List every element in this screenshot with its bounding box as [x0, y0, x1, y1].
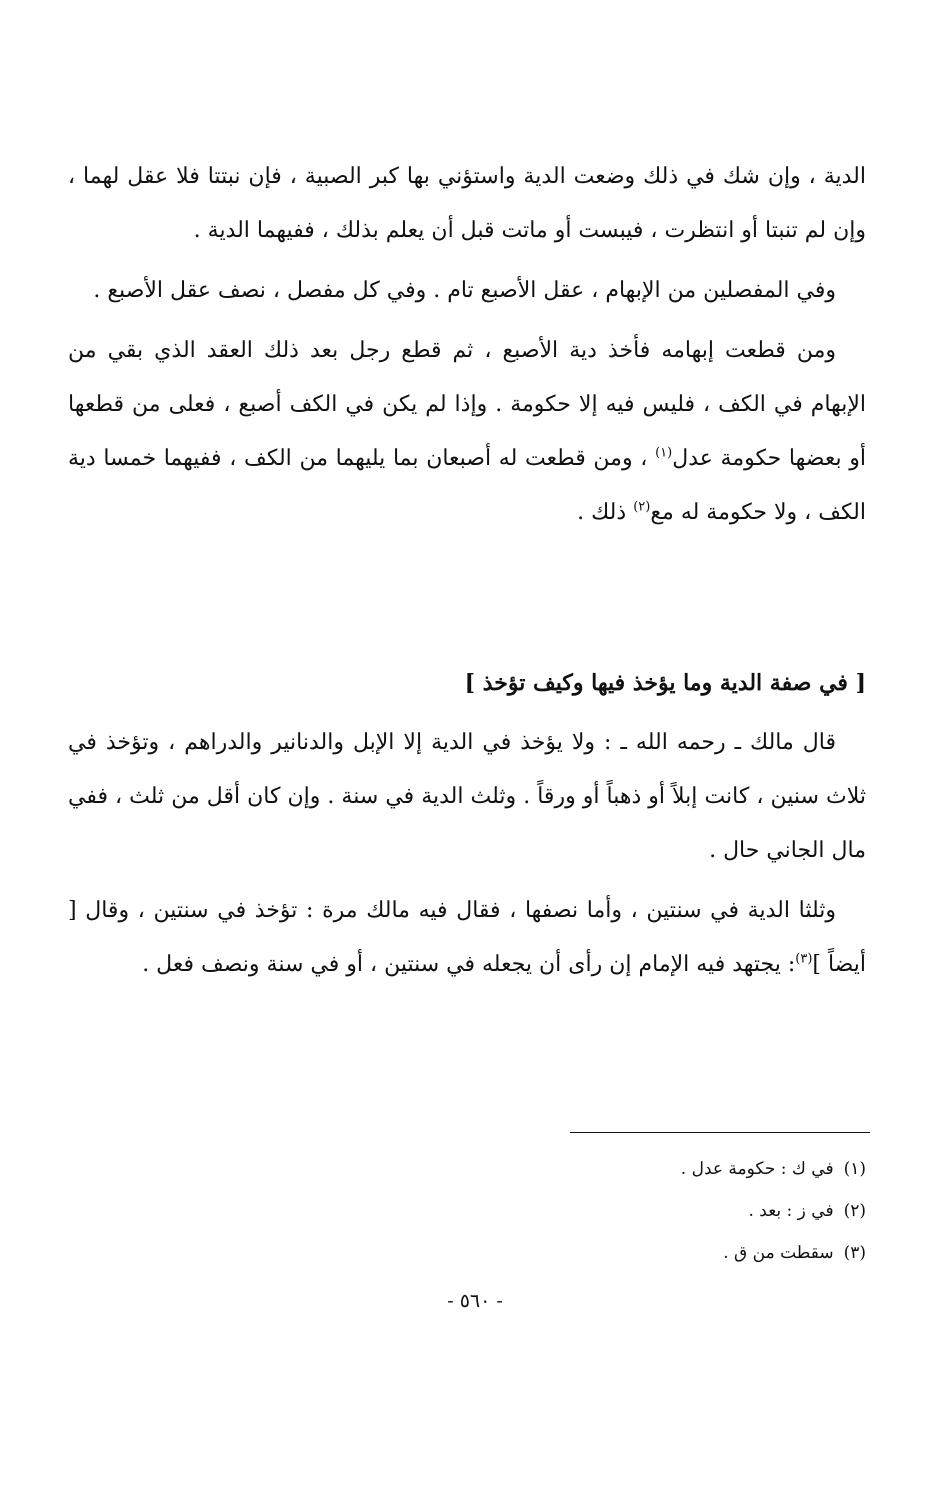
footnote-3-number: (٣)	[843, 1243, 866, 1263]
paragraph-5-part-b: : يجتهد فيه الإمام إن رأى أن يجعله في سنتين ، أو في سنة ونصف فعل .	[142, 952, 796, 977]
paragraph-1: الدية ، وإن شك في ذلك وضعت الدية واستؤني بها كبر الصبية ، فإن نبتتا فلا عقل لهما ، وإن لم تنبتا أو انتظرت ، فيبست أو ماتت قبل أن يعلم بذلك ، ففيهما الدية .	[68, 164, 866, 243]
page-number: - ٥٦٠ -	[447, 1290, 503, 1312]
footnote-separator	[570, 1132, 870, 1133]
paragraph-5-part-a: وثلثا الدية في سنتين ، وأما نصفها ، فقال فيه مالك مرة : تؤخذ في سنتين ، وقال [ أيضاً ]	[68, 898, 866, 977]
footnote-1-number: (١)	[843, 1159, 866, 1179]
footnote-3-text: سقطت من ق .	[723, 1243, 834, 1263]
body-text-upper	[68, 150, 866, 540]
paragraph-3-part-b: ، ومن قطعت له أصبعان بما يليهما من الكف ، ففيهما خمسا دية الكف ، ولا حكومة له مع	[68, 446, 866, 525]
footnote-2-text: في ز : بعد .	[748, 1201, 834, 1221]
paragraph-4: قال مالك ـ رحمه الله ـ : ولا يؤخذ في الدية إلا الإبل والدنانير والدراهم ، وتؤخذ في ثلاث سنين ، كانت إبلاً أو ذهباً أو ورقاً . وثلث الدية في سنة . وإن كان أقل من ثلث ، ففي مال الجاني حال .	[68, 730, 866, 863]
paragraph-5	[68, 884, 866, 992]
paragraph-3	[68, 324, 866, 540]
paragraph-3-part-c: ذلك .	[577, 500, 627, 525]
footnote-ref-3: (٣)	[795, 951, 813, 967]
body-text-lower	[68, 716, 866, 992]
footnote-1-text: في ك : حكومة عدل .	[680, 1159, 834, 1179]
footnote-2-number: (٢)	[843, 1201, 866, 1221]
paragraph-2: وفي المفصلين من الإبهام ، عقل الأصبع تام . وفي كل مفصل ، نصف عقل الأصبع .	[93, 278, 836, 303]
section-heading: [ في صفة الدية وما يؤخذ فيها وكيف تؤخذ ]	[464, 670, 866, 696]
footnote-ref-1: (١)	[655, 445, 673, 461]
footnote-1	[300, 1148, 866, 1190]
footnote-3	[300, 1232, 866, 1274]
paragraph-3-part-a: ومن قطعت إبهامه فأخذ دية الأصبع ، ثم قطع رجل بعد ذلك العقد الذي بقي من الإبهام في الكف ، فليس فيه إلا حكومة . وإذا لم يكن في الكف أصبع ، فعلى من قطعها أو بعضها حكومة عدل	[68, 338, 866, 471]
footnote-ref-2: (٢)	[633, 499, 651, 515]
footnote-2	[300, 1190, 866, 1232]
footnotes	[300, 1148, 866, 1274]
